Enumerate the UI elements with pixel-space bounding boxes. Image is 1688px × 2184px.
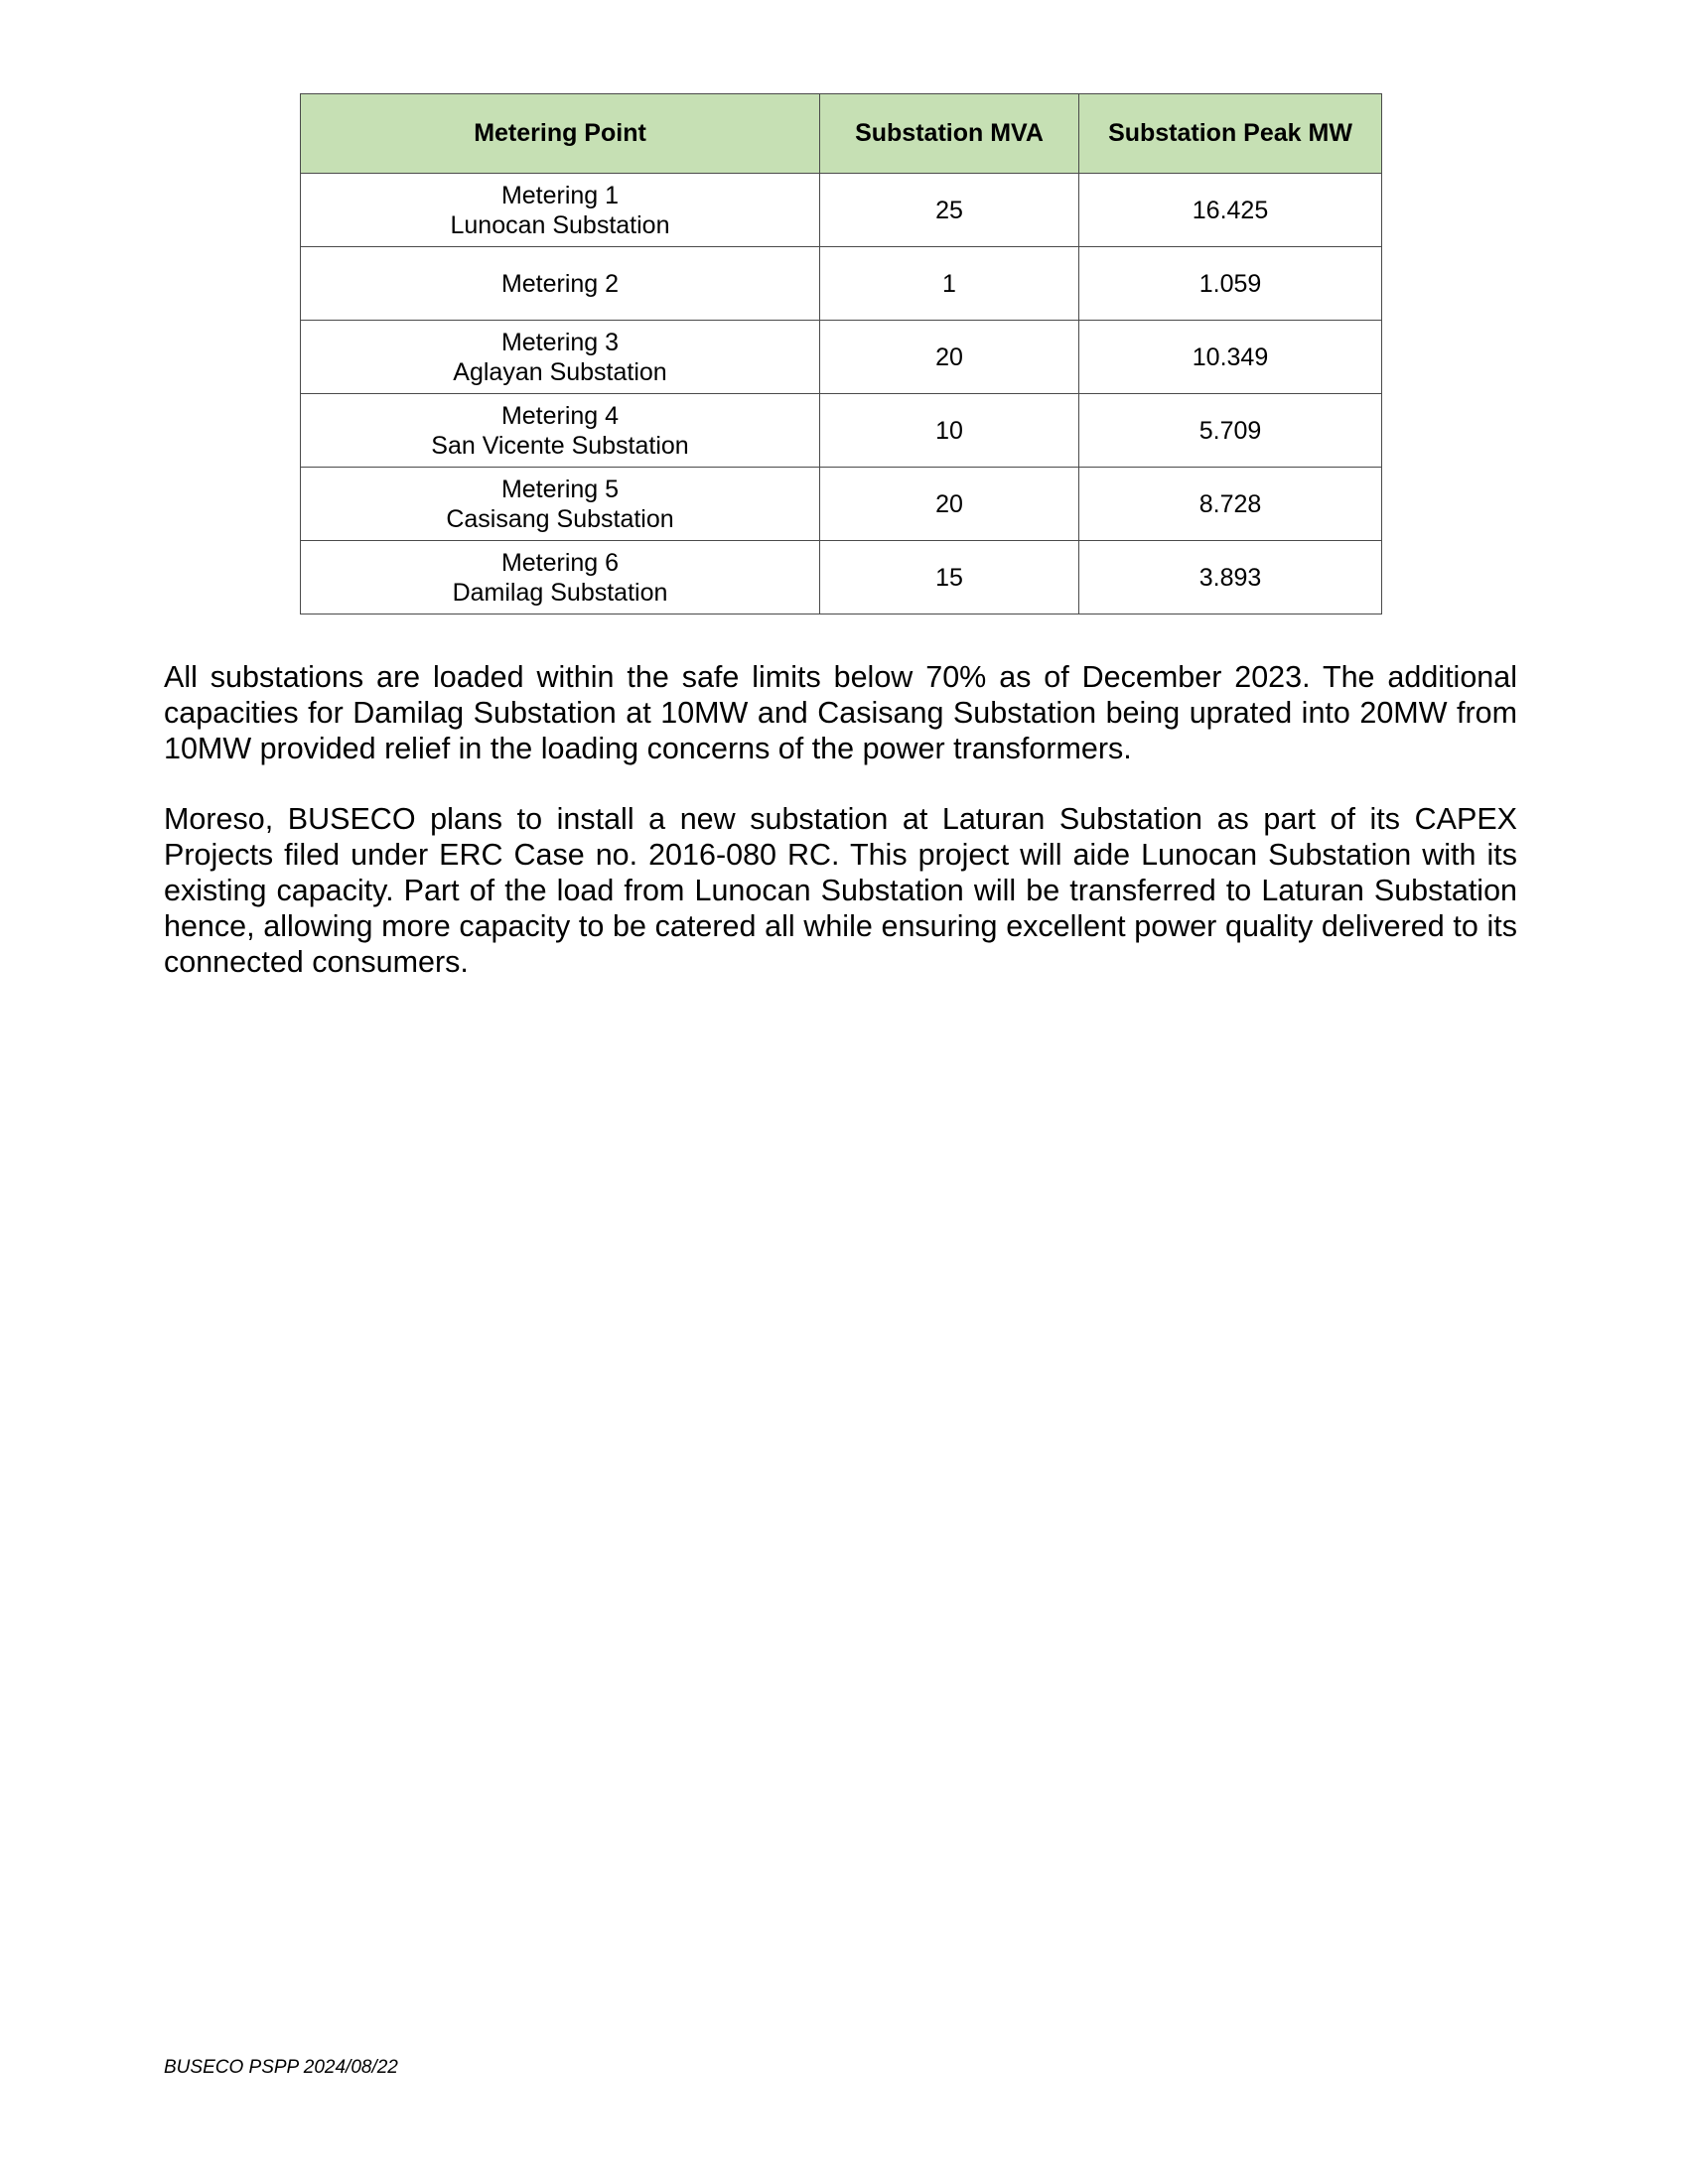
mva-cell: 20: [820, 468, 1079, 541]
substation-name: Casisang Substation: [446, 504, 674, 533]
substation-name: Lunocan Substation: [450, 210, 670, 239]
mva-cell: 15: [820, 541, 1079, 614]
body-paragraph-laturan-project: Moreso, BUSECO plans to install a new substation at Laturan Substation as part of its CAPEX Projects filed under ERC Case no. 2016-080 RC. This project will aide Lunocan Substation with its existing capacity. Part of the load from Lunocan Substation will be transferred to Laturan Substation hence, allowing more capacity to be catered all while ensuring excellent power quality delivered to its connected consumers.: [164, 802, 1517, 979]
peak-mw-cell: 5.709: [1079, 394, 1382, 468]
header-substation-mva: Substation MVA: [820, 94, 1079, 174]
header-metering-point: Metering Point: [301, 94, 820, 174]
metering-point-cell: [301, 541, 820, 614]
metering-point-name: Metering 2: [500, 269, 620, 298]
peak-mw-cell: 10.349: [1079, 321, 1382, 394]
metering-point-name: Metering 5: [500, 475, 620, 503]
table-row: [301, 541, 1382, 614]
table-row: [301, 468, 1382, 541]
table-header-row: [301, 94, 1382, 174]
metering-point-name: Metering 1: [500, 181, 620, 209]
table-row: [301, 174, 1382, 247]
metering-point-cell: [301, 174, 820, 247]
metering-point-cell: [301, 321, 820, 394]
mva-cell: 1: [820, 247, 1079, 321]
peak-mw-cell: 1.059: [1079, 247, 1382, 321]
metering-point-name: Metering 6: [500, 548, 620, 577]
metering-point-cell: [301, 247, 820, 321]
body-paragraph-loading: All substations are loaded within the safe limits below 70% as of December 2023. The additional capacities for Damilag Substation at 10MW and Casisang Substation being uprated into 20MW from 10MW provided relief in the loading concerns of the power transformers.: [164, 660, 1517, 765]
mva-cell: 20: [820, 321, 1079, 394]
substation-name: Aglayan Substation: [453, 357, 667, 386]
metering-point-name: Metering 4: [500, 401, 620, 430]
table-row: [301, 247, 1382, 321]
peak-mw-cell: 16.425: [1079, 174, 1382, 247]
peak-mw-cell: 3.893: [1079, 541, 1382, 614]
mva-cell: 10: [820, 394, 1079, 468]
metering-point-cell: [301, 468, 820, 541]
mva-cell: 25: [820, 174, 1079, 247]
peak-mw-cell: 8.728: [1079, 468, 1382, 541]
table-row: [301, 321, 1382, 394]
header-substation-peak-mw: Substation Peak MW: [1079, 94, 1382, 174]
substation-name: San Vicente Substation: [431, 431, 689, 460]
metering-table: [300, 93, 1382, 614]
substation-name: Damilag Substation: [452, 578, 668, 607]
metering-point-cell: [301, 394, 820, 468]
table-row: [301, 394, 1382, 468]
metering-point-name: Metering 3: [500, 328, 620, 356]
page-footer: BUSECO PSPP 2024/08/22: [164, 2057, 398, 2078]
